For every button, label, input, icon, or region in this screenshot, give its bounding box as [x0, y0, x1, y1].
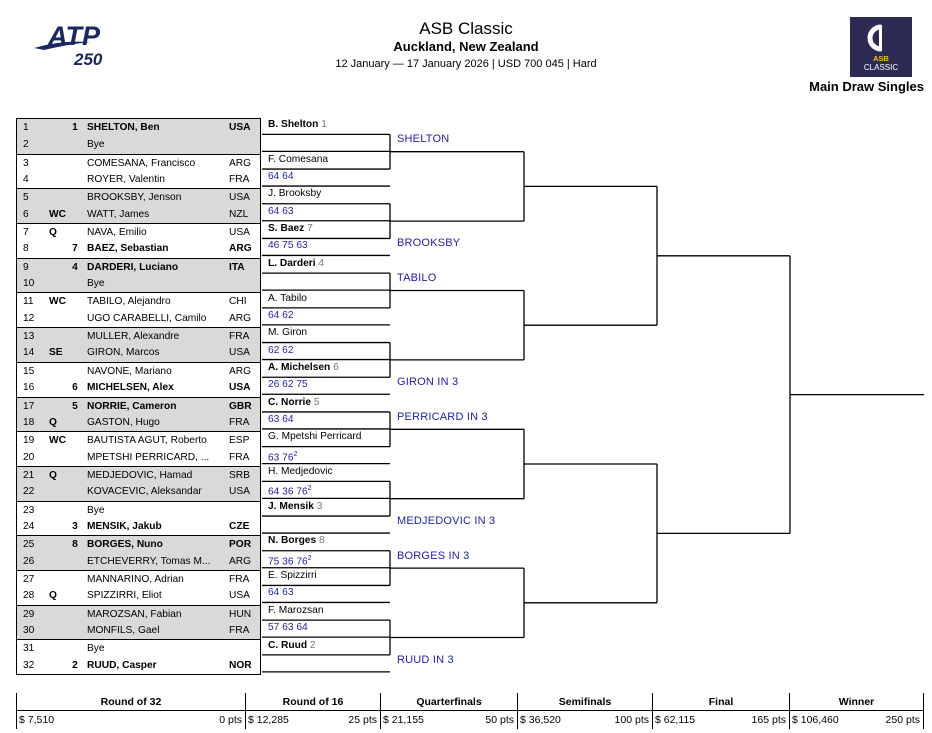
- prize-money: $ 7,510: [19, 714, 55, 726]
- country-code: GBR: [229, 400, 252, 412]
- country-code: HUN: [229, 608, 252, 620]
- tournament-location: Auckland, New Zealand: [393, 39, 539, 54]
- score-text: 64 62: [268, 309, 294, 321]
- qf-winner: BROOKSBY: [397, 237, 461, 250]
- draw-number: 23: [23, 504, 35, 516]
- draw-number: 6: [23, 208, 29, 220]
- r16-player-name: G. Mpetshi Perricard: [268, 431, 362, 443]
- seed: 1: [72, 122, 78, 133]
- r16-player-name: H. Medjedovic: [268, 466, 333, 477]
- draw-row: [17, 622, 260, 639]
- ranking-points: 25 pts: [348, 714, 377, 726]
- draw-row: [17, 240, 260, 257]
- r16-player-name: C. Ruud: [268, 639, 308, 651]
- country-code: FRA: [229, 174, 250, 186]
- country-code: CZE: [229, 520, 250, 532]
- draw-row: [17, 292, 260, 309]
- draw-number: 19: [23, 435, 35, 447]
- draw-number: 5: [23, 192, 29, 204]
- draw-row: [17, 449, 260, 466]
- prize-round: Round of 32: [100, 696, 162, 708]
- qf-winner: PERRICARD IN 3: [397, 410, 488, 423]
- draw-row: [17, 188, 260, 205]
- r16-player-seed: 8: [318, 535, 325, 547]
- draw-row: [17, 344, 260, 361]
- score-text: 26 62 75: [268, 379, 308, 391]
- match-score: [268, 483, 312, 498]
- score-text: 64 36 76: [268, 486, 308, 498]
- draw-number: 21: [23, 469, 35, 481]
- country-code: FRA: [229, 573, 250, 585]
- r16-player-name: F. Comesana: [268, 153, 329, 165]
- player-name: TABILO, Alejandro: [87, 296, 171, 308]
- r16-player-name: J. Brooksby: [268, 188, 322, 200]
- entry-type: WC: [49, 296, 66, 308]
- match-score: [268, 587, 294, 599]
- player-name: GIRON, Marcos: [87, 347, 160, 359]
- draw-number: 32: [23, 659, 35, 671]
- country-code: NZL: [229, 208, 249, 220]
- r16-player: [268, 327, 307, 339]
- prize-round: Winner: [838, 696, 875, 708]
- country-code: USA: [229, 192, 250, 204]
- draw-row: [17, 501, 260, 518]
- draw-number: 28: [23, 590, 35, 602]
- player-name: KOVACEVIC, Aleksandar: [87, 486, 202, 498]
- draw-row: [17, 431, 260, 448]
- draw-number: 16: [23, 382, 35, 394]
- qf-winner: TABILO: [397, 272, 437, 285]
- country-code: FRA: [229, 416, 250, 428]
- seed: 8: [72, 539, 78, 551]
- prize-money: $ 36,520: [520, 714, 561, 726]
- prize-round: Semifinals: [558, 696, 612, 708]
- r16-player: [268, 397, 320, 409]
- player-name: MPETSHI PERRICARD, ...: [87, 451, 210, 463]
- draw-number: 29: [23, 608, 35, 620]
- seed: 7: [72, 243, 78, 255]
- r16-player: [268, 362, 339, 374]
- match-score: [268, 345, 294, 357]
- r16-player-name: L. Darderi: [268, 257, 316, 269]
- prize-money-table: [16, 693, 924, 729]
- prize-cell: [245, 693, 380, 729]
- match-score: [268, 206, 294, 218]
- r16-player-name: B. Shelton: [268, 119, 319, 130]
- player-name: Bye: [87, 643, 105, 655]
- r16-player-name: A. Tabilo: [268, 292, 307, 304]
- r16-player-seed: 4: [318, 257, 325, 269]
- prize-money: $ 21,155: [383, 714, 424, 726]
- draw-row: [17, 362, 260, 379]
- draw-number: 9: [23, 261, 29, 273]
- r16-player-name: A. Michelsen: [268, 361, 331, 373]
- player-name: DARDERI, Luciano: [87, 261, 179, 273]
- draw-row: [17, 570, 260, 587]
- country-code: NOR: [229, 659, 252, 671]
- prize-cell: [652, 693, 789, 729]
- r16-player: [268, 570, 317, 582]
- r16-player-seed: 5: [313, 396, 320, 408]
- score-text: 62 62: [268, 344, 294, 356]
- r16-player-name: E. Spizzirri: [268, 570, 317, 582]
- country-code: ARG: [229, 243, 252, 255]
- qf-winner: BORGES IN 3: [397, 549, 470, 562]
- asb-logo-line2: CLASSIC: [863, 63, 899, 72]
- r16-player-name: N. Borges: [268, 535, 317, 547]
- r16-player-name: F. Marozsan: [268, 604, 324, 616]
- draw-row: [17, 397, 260, 414]
- entry-type: Q: [49, 416, 57, 428]
- draw-number: 30: [23, 624, 35, 636]
- match-score: [268, 310, 294, 322]
- draw-number: 4: [23, 174, 29, 186]
- score-text: 46 75 63: [268, 240, 308, 252]
- player-name: BAUTISTA AGUT, Roberto: [87, 435, 207, 447]
- match-score: [268, 171, 294, 183]
- draw-row: [17, 466, 260, 483]
- seed: 3: [72, 520, 78, 532]
- prize-border: [923, 693, 924, 729]
- draw-number: 3: [23, 157, 29, 169]
- draw-number: 14: [23, 347, 35, 359]
- draw-row: [17, 223, 260, 240]
- draw-number: 18: [23, 416, 35, 428]
- score-text: 57 63 64: [268, 622, 308, 634]
- country-code: USA: [229, 122, 251, 133]
- draw-table: [16, 118, 261, 675]
- country-code: CHI: [229, 296, 247, 308]
- prize-round: Round of 16: [282, 696, 344, 708]
- draw-number: 31: [23, 643, 35, 655]
- r16-player: [268, 154, 328, 166]
- draw-row: [17, 587, 260, 604]
- r16-player-name: S. Baez: [268, 223, 305, 235]
- player-name: ROYER, Valentin: [87, 174, 165, 186]
- player-name: RUUD, Casper: [87, 659, 157, 671]
- draw-row: [17, 379, 260, 396]
- draw-number: 2: [23, 139, 29, 151]
- score-text: 75 36 76: [268, 556, 308, 568]
- draw-type: Main Draw Singles: [809, 79, 924, 94]
- draw-row: [17, 605, 260, 622]
- entry-type: Q: [49, 469, 57, 481]
- prize-cell: [517, 693, 652, 729]
- draw-row: [17, 310, 260, 327]
- player-name: MONFILS, Gael: [87, 624, 160, 636]
- draw-row: [17, 171, 260, 188]
- asb-logo-line1: ASB: [873, 54, 889, 63]
- r16-player: [268, 605, 323, 617]
- seed: 4: [72, 261, 78, 273]
- draw-row: [17, 483, 260, 500]
- entry-type: SE: [49, 347, 63, 359]
- player-name: WATT, James: [87, 208, 150, 220]
- r16-player: [268, 258, 324, 270]
- country-code: USA: [229, 590, 250, 602]
- match-score: [268, 240, 308, 252]
- country-code: FRA: [229, 451, 250, 463]
- player-name: SHELTON, Ben: [87, 122, 160, 133]
- match-score: [268, 622, 308, 634]
- entry-type: Q: [49, 590, 57, 602]
- seed: 6: [72, 382, 78, 394]
- ranking-points: 50 pts: [485, 714, 514, 726]
- player-name: ETCHEVERRY, Tomas M...: [87, 555, 211, 567]
- match-score: [268, 553, 312, 568]
- match-score: [268, 414, 294, 426]
- score-text: 63 76: [268, 452, 294, 464]
- draw-number: 8: [23, 243, 29, 255]
- draw-number: 20: [23, 451, 35, 463]
- qf-winner: SHELTON: [397, 133, 450, 146]
- player-name: NORRIE, Cameron: [87, 400, 177, 412]
- player-name: Bye: [87, 278, 105, 290]
- country-code: FRA: [229, 624, 250, 636]
- draw-row: [17, 518, 260, 535]
- draw-row: [17, 535, 260, 552]
- ranking-points: 0 pts: [219, 714, 242, 726]
- r16-player: [268, 535, 325, 547]
- country-code: USA: [229, 382, 251, 394]
- r16-player-name: J. Mensik: [268, 500, 314, 512]
- prize-money: $ 106,460: [792, 714, 839, 726]
- score-text: 64 64: [268, 171, 294, 183]
- country-code: USA: [229, 486, 250, 498]
- player-name: NAVA, Emilio: [87, 227, 147, 239]
- draw-row: [17, 275, 260, 292]
- seed: 5: [72, 400, 78, 412]
- prize-money: $ 12,285: [248, 714, 289, 726]
- r16-player: [268, 188, 321, 200]
- player-name: MULLER, Alexandre: [87, 331, 180, 343]
- entry-type: WC: [49, 208, 66, 220]
- player-name: BAEZ, Sebastian: [87, 243, 169, 255]
- draw-row: [17, 657, 260, 674]
- prize-cell: [380, 693, 517, 729]
- country-code: ESP: [229, 435, 250, 447]
- player-name: Bye: [87, 504, 105, 516]
- draw-number: 15: [23, 365, 35, 377]
- country-code: ITA: [229, 261, 245, 273]
- draw-number: 25: [23, 539, 35, 551]
- qf-winner: GIRON IN 3: [397, 376, 459, 389]
- draw-row: [17, 154, 260, 171]
- ranking-points: 100 pts: [614, 714, 649, 726]
- country-code: SRB: [229, 469, 250, 481]
- draw-row: [17, 327, 260, 344]
- atp-level: 250: [74, 50, 103, 69]
- r16-player: [268, 466, 333, 478]
- r16-player-name: C. Norrie: [268, 396, 312, 408]
- country-code: USA: [229, 347, 250, 359]
- tiebreak-score: 2: [293, 450, 298, 458]
- qf-winner: MEDJEDOVIC IN 3: [397, 515, 496, 528]
- draw-number: 7: [23, 227, 29, 239]
- match-score: [268, 379, 308, 391]
- country-code: ARG: [229, 312, 252, 324]
- r16-player-seed: 3: [316, 500, 323, 512]
- score-text: 64 63: [268, 587, 294, 599]
- player-name: MAROZSAN, Fabian: [87, 608, 182, 620]
- r16-player: [268, 119, 327, 131]
- draw-number: 10: [23, 278, 35, 290]
- prize-round: Quarterfinals: [416, 696, 482, 708]
- player-name: NAVONE, Mariano: [87, 365, 172, 377]
- prize-cell: [16, 693, 245, 729]
- draw-number: 17: [23, 400, 35, 412]
- r16-player-seed: 7: [307, 223, 313, 235]
- draw-number: 13: [23, 331, 35, 343]
- player-name: MEDJEDOVIC, Hamad: [87, 469, 193, 481]
- player-name: COMESANA, Francisco: [87, 157, 196, 169]
- r16-player-seed: 2: [309, 639, 316, 651]
- player-name: GASTON, Hugo: [87, 416, 160, 428]
- player-name: MANNARINO, Adrian: [87, 573, 184, 585]
- tournament-title: ASB Classic: [419, 19, 513, 38]
- seed: 2: [72, 659, 78, 671]
- prize-money: $ 62,115: [655, 714, 696, 726]
- r16-player-seed: 6: [333, 361, 339, 373]
- country-code: ARG: [229, 555, 252, 567]
- entry-type: WC: [49, 435, 66, 447]
- prize-round: Final: [708, 696, 734, 708]
- country-code: FRA: [229, 331, 250, 343]
- score-text: 63 64: [268, 413, 294, 425]
- draw-number: 22: [23, 486, 35, 498]
- tiebreak-score: 2: [307, 485, 312, 493]
- player-name: MENSIK, Jakub: [87, 520, 162, 532]
- tournament-meta: 12 January — 17 January 2026 | USD 700 045 | Hard: [335, 58, 597, 70]
- score-text: 64 63: [268, 205, 294, 217]
- draw-number: 11: [23, 296, 34, 308]
- r16-player: [268, 501, 322, 513]
- draw-row: [17, 136, 260, 153]
- draw-row: [17, 639, 260, 656]
- draw-number: 24: [23, 520, 35, 532]
- r16-player-seed: 1: [321, 119, 327, 130]
- ranking-points: 250 pts: [885, 714, 920, 726]
- draw-number: 12: [23, 312, 35, 324]
- r16-player: [268, 223, 313, 235]
- r16-player: [268, 640, 316, 652]
- country-code: POR: [229, 539, 252, 551]
- r16-player-name: M. Giron: [268, 327, 308, 339]
- atp-logo-text: ATP: [48, 21, 100, 51]
- entry-type: Q: [49, 227, 57, 239]
- match-score: [268, 449, 297, 464]
- player-name: BORGES, Nuno: [87, 539, 163, 551]
- draw-row: [17, 258, 260, 275]
- player-name: UGO CARABELLI, Camilo: [87, 312, 207, 324]
- player-name: MICHELSEN, Alex: [87, 382, 174, 394]
- draw-row: [17, 119, 260, 136]
- player-name: SPIZZIRRI, Eliot: [87, 590, 162, 602]
- qf-winner: RUUD IN 3: [397, 653, 454, 666]
- prize-cell: [789, 693, 923, 729]
- draw-row: [17, 206, 260, 223]
- draw-row: [17, 414, 260, 431]
- draw-number: 1: [23, 122, 29, 133]
- player-name: Bye: [87, 139, 105, 151]
- draw-number: 27: [23, 573, 35, 585]
- r16-player: [268, 293, 307, 305]
- country-code: ARG: [229, 365, 252, 377]
- r16-player: [268, 431, 361, 443]
- draw-number: 26: [23, 555, 35, 567]
- draw-row: [17, 553, 260, 570]
- ranking-points: 165 pts: [751, 714, 786, 726]
- player-name: BROOKSBY, Jenson: [87, 192, 182, 204]
- country-code: USA: [229, 227, 250, 239]
- tiebreak-score: 2: [307, 554, 312, 562]
- country-code: ARG: [229, 157, 252, 169]
